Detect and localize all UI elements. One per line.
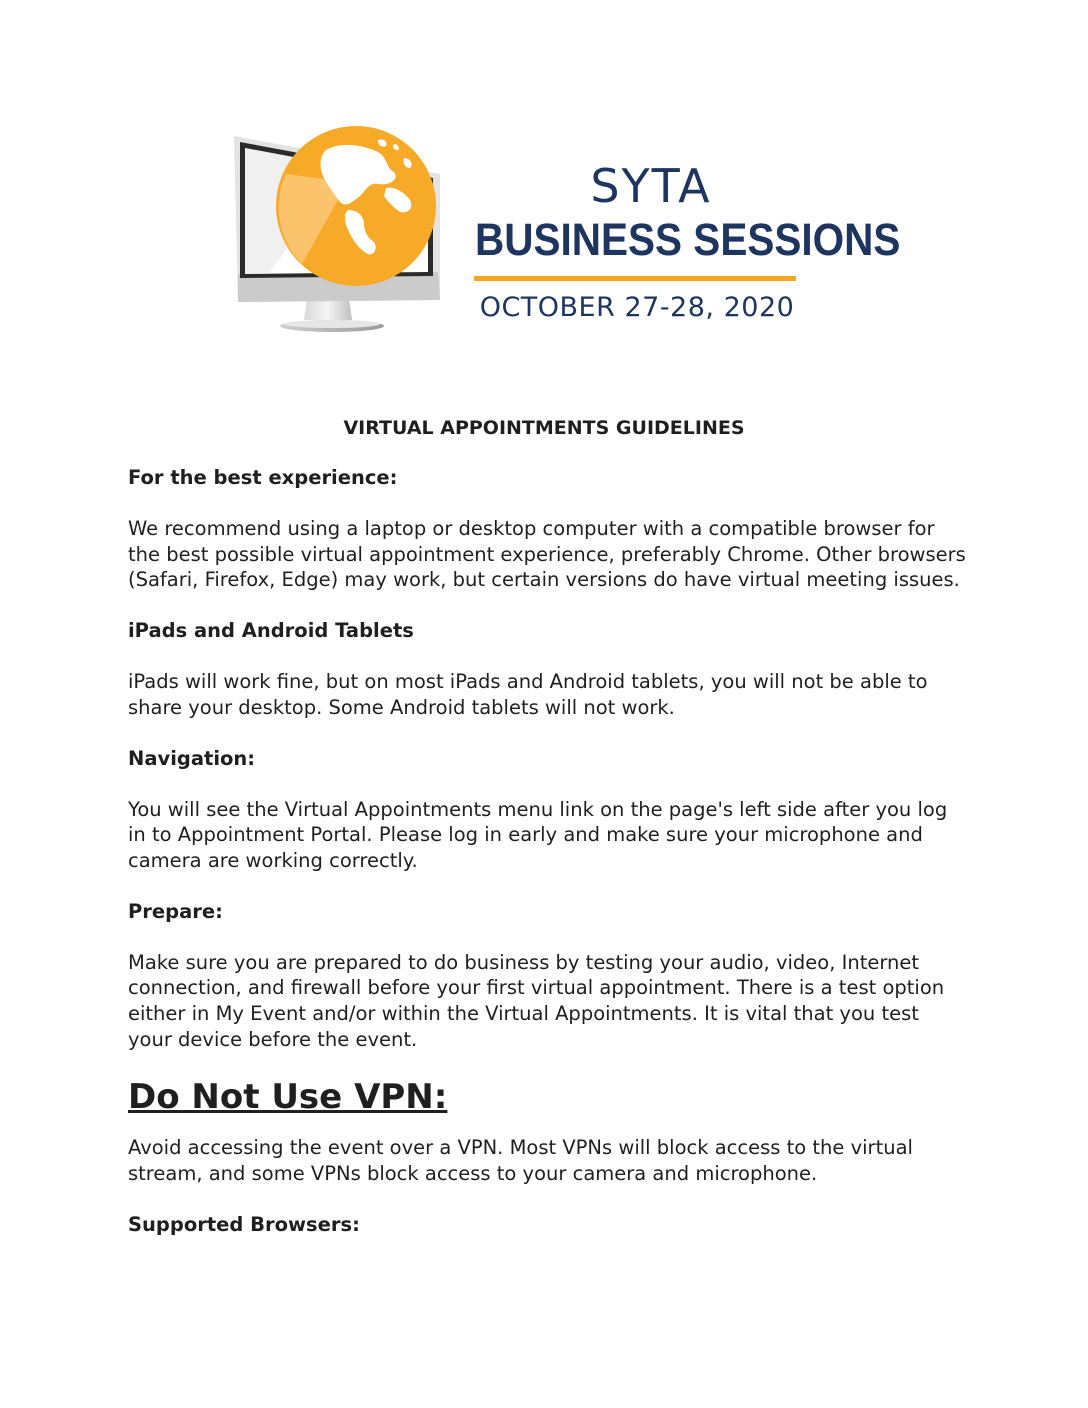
- logo-business-sessions-text: BUSINESS SESSIONS: [475, 214, 901, 265]
- section-heading-tablets: iPads and Android Tablets: [128, 619, 414, 643]
- logo-syta-text: SYTA: [590, 159, 712, 213]
- section-heading-best-experience: For the best experience:: [128, 466, 398, 489]
- document-title: VIRTUAL APPOINTMENTS GUIDELINES: [343, 417, 745, 439]
- section-text-no-vpn: Avoid accessing the event over a VPN. Most VPNs will block access to the virtual stream, and some VPNs block access to your camera and microphone.: [128, 1136, 913, 1186]
- logo-divider: [474, 276, 796, 281]
- event-logo: [455, 158, 901, 325]
- section-heading-no-vpn: Do Not Use VPN:: [128, 1077, 448, 1118]
- section-heading-prepare: Prepare:: [128, 899, 223, 923]
- section-text-best-experience: We recommend using a laptop or desktop computer with a compatible browser for the best possible virtual appointment experience, preferably Chrome. Other browsers (Safari, Firefox, Edge) may work, but certain versions do have virtual meeting issues.: [128, 517, 966, 592]
- document-body: [128, 465, 968, 1263]
- section-text-tablets: iPads will work fine, but on most iPads and Android tablets, you will not be able to share your desktop. Some Android tablets will not work.: [128, 670, 928, 719]
- event-dates: OCTOBER 27-28, 2020: [479, 292, 795, 323]
- section-text-navigation: You will see the Virtual Appointments menu link on the page's left side after you log in to Appointment Portal. Please log in early and make sure your microphone and camera are working correctly.: [128, 797, 948, 872]
- section-text-prepare: Make sure you are prepared to do business by testing your audio, video, Internet connection, and firewall before your first virtual appointment. There is a test option either in My Event and/or within the Virtual Appointments. It is vital that you test your device before the event.: [128, 950, 945, 1051]
- section-heading-supported-browsers: Supported Browsers:: [128, 1212, 360, 1236]
- section-heading-navigation: Navigation:: [128, 746, 256, 770]
- computer-monitor-with-globe-icon: [228, 124, 448, 336]
